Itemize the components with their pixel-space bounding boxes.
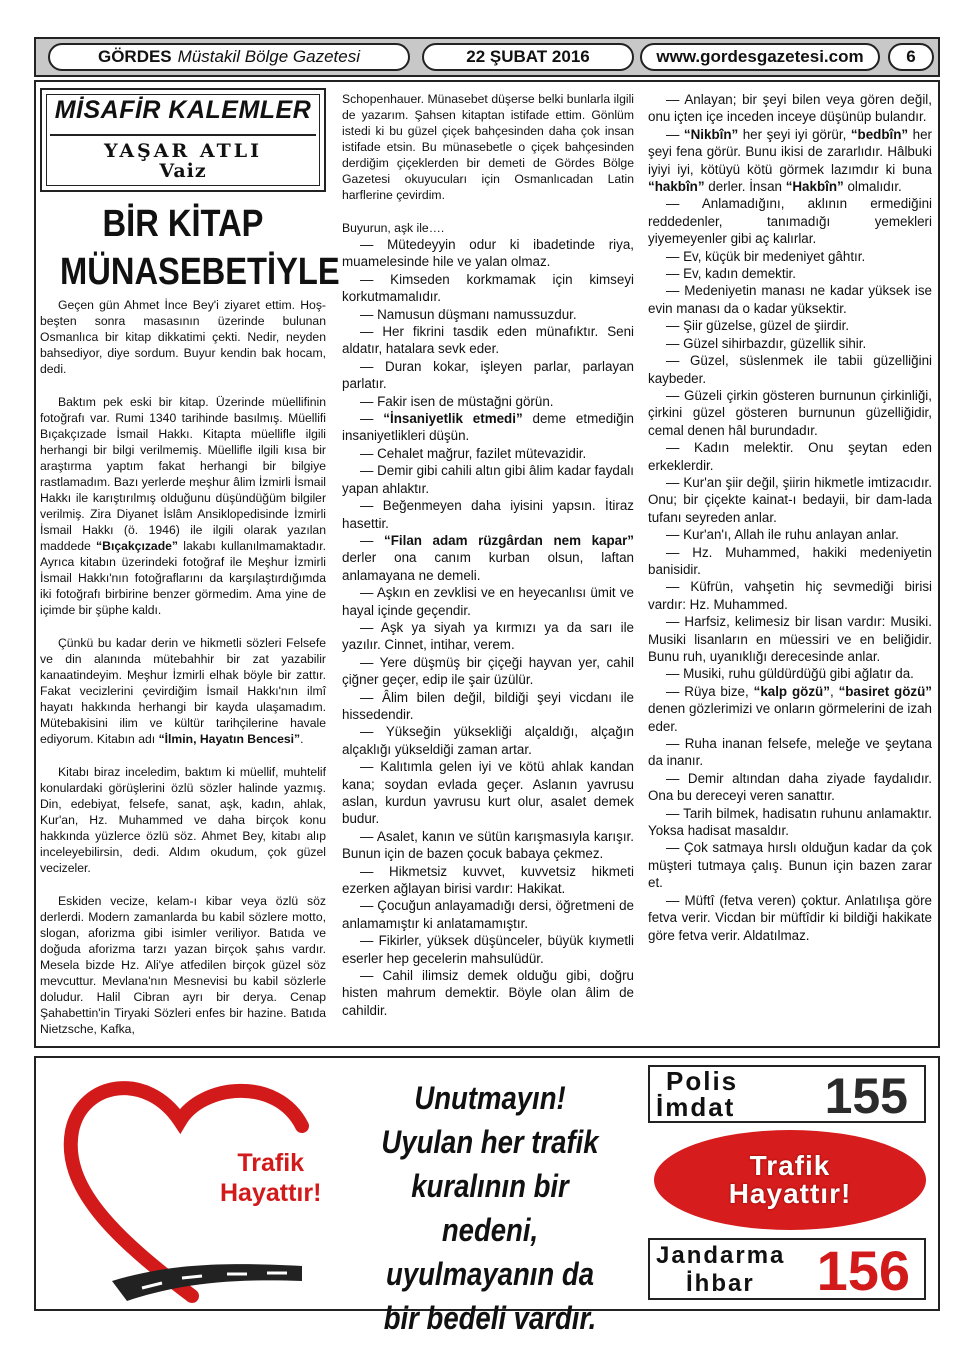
paragraph: Geçen gün Ahmet İnce Bey'i ziyaret ettim. Hoş-beşten sonra masasının üzerinde bulunan Osmanlıca bir kitap dikkatimi çekti. Nedir, neyden bahsediyor, diye sordum. Buyur kendin bak hocam, dedi. xyxy=(40,298,326,376)
author-role: Vaiz xyxy=(159,160,207,182)
issue-date: 22 ŞUBAT 2016 xyxy=(466,47,590,66)
quote: — Fakir isen de müstağni görün. xyxy=(360,393,554,409)
traffic-oval-badge xyxy=(654,1130,926,1230)
paper-name: GÖRDES xyxy=(97,47,172,66)
quote: — Şiir güzelse, güzel de şiirdir. xyxy=(666,318,850,334)
masthead-bar xyxy=(34,37,940,77)
article-title xyxy=(60,200,340,296)
quote: — Yükseğin yüksekliği alçaldığı, alçağın alçaklığı yükseldiği zaman artar. xyxy=(342,724,634,757)
gendarmerie-sublabel: İhbar xyxy=(686,1270,755,1297)
paragraph: Buyurun, aşk ile…. xyxy=(342,221,445,235)
quote: — Güzeli çirkin gösteren burnunun çirkinliği, çirkini güzel gösteren burnunun güzelliğidir, cemal denen hâl burundadır. xyxy=(648,387,932,438)
gendarmerie-number: 156 xyxy=(816,1239,910,1302)
quote: — Cehalet mağrur, fazilet mütevazidir. xyxy=(360,445,587,461)
quote: — Tarih bilmek, hadisatın ruhunu anlamaktır. Yoksa hadisat masaldır. xyxy=(648,805,932,839)
ad-slogan xyxy=(361,1076,619,1340)
slogan-line: kuralının bir nedeni, xyxy=(411,1168,569,1248)
quote: — Hikmetsiz kuvvet, kuvvetsiz hikmeti ezerken ağlayan birisi vardır: Hakikat. xyxy=(342,863,634,897)
gendarmerie-hotline-box xyxy=(648,1238,926,1300)
quote: — “İnsaniyetlik etmedi” deme etmediğin insaniyetlikleri düşün. xyxy=(342,411,634,444)
police-sublabel: İmdat xyxy=(656,1092,736,1122)
quote: — Musiki, ruhu güldürdüğü gibi ağlatır da. xyxy=(666,666,914,682)
quote: — Yere düşmüş bir çiçeği hayvan yer, cahil çiğner geçer, edip ile şair üzülür. xyxy=(342,654,634,688)
police-number: 155 xyxy=(824,1068,908,1124)
quote: — Ruha inanan felsefe, meleğe ve şeytana da inanır. xyxy=(648,736,932,769)
quote: — Cahil ilimsiz demek olduğu gibi, doğru histen mahrum demektir. Böyle olan âlim de cahildir. xyxy=(342,968,634,1018)
gendarmerie-label: Jandarma xyxy=(656,1242,786,1269)
traffic-heart-graphic xyxy=(52,1066,334,1306)
quote: — Kur'an'ı, Allah ile ruhu anlayan anlar. xyxy=(666,527,899,543)
quote: — Güzel, süslenmek ile tabii güzelliğini kaybeder. xyxy=(648,353,932,386)
quote: — Kimseden korkmamak için kimseyi korkutmamalıdır. xyxy=(342,271,634,305)
page-number-pill xyxy=(888,43,934,71)
website-pill[interactable] xyxy=(640,43,880,71)
guest-column-box xyxy=(40,88,326,192)
slogan-line: Unutmayın! xyxy=(414,1080,566,1116)
quote: — Harfsiz, kelimesiz bir lisan vardır: Musiki. Musiki lisanların en müessiri ve en beliğidir. Bunu ruh, uyanıklığı derecesinde anlar. xyxy=(648,614,932,664)
paragraph: Çünkü bu kadar derin ve hikmetli sözleri Felsefe ve din alanında mütebahhir bir zat yazabilir kanaatindeyim. Meşhur İzmirli elhak böyle bir zattır. Fakat vecizlerini çevirdiğim İsmail Hakkı'nın ilmî hayatı hakkında herhangi bir kayda ulaşamadım. Mütebakisini ilim ve kültür tarihçilerine havale ediyorum. Kitabın adı “İlmin, Hayatın Bencesi”. xyxy=(40,636,326,746)
oval-text-line: Trafik xyxy=(749,1150,831,1181)
quote: — Müftî (fetva veren) çoktur. Anlatılışa göre fetva verir. Vicdan bir müftîdir ki bildiği hakikate göre fetva verir. Aldatılmaz. xyxy=(648,892,932,943)
oval-text-line: Hayattır! xyxy=(728,1178,852,1209)
quote: — Her fikrini tasdik eden münafıktır. Seni aldatır, hatalara sevk eder. xyxy=(342,324,634,357)
article-column-1 xyxy=(40,297,326,1037)
quote: — Medeniyetin manası ne kadar yüksek ise evin manası da o kadar yüksektir. xyxy=(648,283,932,316)
article-title-line2: MÜNASEBETİYLE xyxy=(60,251,340,293)
section-title: MİSAFİR KALEMLER xyxy=(54,96,312,124)
date-pill xyxy=(422,43,634,71)
quote: — Demir altından daha ziyade faydalıdır. Ona bu dereceyi veren sanattır. xyxy=(648,770,932,804)
quote: — Çok satmaya hırslı olduğun kadar da çok müşteri tutmaya çalış. Bunun için bazen zarar et. xyxy=(648,840,932,891)
article-column-2 xyxy=(342,91,634,1019)
author-name: YAŞAR ATLI xyxy=(103,140,263,162)
quote: — Demir gibi cahili altın gibi âlim kadar faydalı yapan ahlaktır. xyxy=(342,463,634,496)
quote: — Kur'an şiir değil, şiirin hikmetle imtizacıdır. Onu; bir çiçekte kainat-ı bedayii, bir dam-lada tufanı seyreden anlar. xyxy=(648,474,932,525)
slogan-line: Uyulan her trafik xyxy=(381,1124,599,1160)
quote: — “Nikbîn” her şeyi iyi görür, “bedbîn” her şeyi fena görür. Bunu ikisi de zararlıdır. Hâlbuki iyiyi iyi, kötüyü kötü görmek lazımdır ki buna “hakbîn” derler. İnsan “Hakbîn” olmalıdır. xyxy=(648,126,932,195)
quote: — Duran kokar, işleyen parlar, parlayan parlatır. xyxy=(342,358,634,392)
quote: — Aşk ya siyah ya kırmızı ya da sarı ile yazılır. Cinnet, intihar, verem. xyxy=(342,619,634,653)
quote: — Âlim bilen değil, bildiği şeyi vicdanı ile hissedendir. xyxy=(342,689,634,722)
quote: — Hz. Muhammed, hakiki medeniyetin banisidir. xyxy=(648,544,932,577)
paragraph: Kitabı biraz inceledim, baktım ki müellif, muhtelif konulardaki görüşlerini özlü sözler halinde yazmış. Din, edebiyat, felsefe, sanat, aşk, kadın, ahlak, Kur'an, Hz. Muhammed ve daha birçok konu hakkında yüzlerce özlü söz. Ahmet Bey, kitabı alıp inceleyebilirsin, dedi. Aldım okudum, çok güzel vecizeler. xyxy=(40,765,326,875)
police-label: Polis xyxy=(666,1066,739,1096)
quote: — Rüya bize, “kalp gözü”, “basiret gözü” denen gözlerimizi ve onların görmelerini de izah eder. xyxy=(648,683,932,734)
quote: — Namusun düşmanı namussuzdur. xyxy=(360,306,577,322)
quote: — Güzel sihirbazdır, güzellik sihir. xyxy=(666,335,867,351)
quote: — Fikirler, yüksek düşünceler, büyük kıymetli eserler hep gecelerin mahsulüdür. xyxy=(342,933,634,966)
paragraph: Eskiden vecize, kelam-ı kibar veya özlü söz derlerdi. Modern zamanlarda bu kabil sözlere motto, slogan, aforizma gibi isimler veriliyor. Batıda ve doğuda aforizma tarzı yazan birçok şahıs vardır. Mesela bizde Hz. Ali'ye atfedilen birçok güzel söz mevcuttur. Mevlana'nın Mesnevisi bu kabil sözlerle doludur. Halil Cibran ayrı bir derya. Cenap Şahabettin'in Tiryaki Sözleri enfes bir hazine. Batıda Nietzsche, Kafka, xyxy=(40,894,326,1036)
paper-name-pill xyxy=(48,43,410,71)
article-column-3 xyxy=(648,91,932,944)
divider xyxy=(50,134,316,136)
quote: — Asalet, kanın ve sütün karışmasıyla karışır. Bunun için de bazen çocuk babaya çekmez. xyxy=(342,828,634,862)
quote: — “Filan adam rüzgârdan nem kapar” derler ona canım kurban olsun, laftan anlamayana ne demeli. xyxy=(342,532,634,583)
quote: — Anlamadığını, aklının ermediğini reddedenler, tanımadığı yemekleri yiyemeyenler gibi aç kalırlar. xyxy=(648,196,932,247)
quote: — Küfrün, vahşetin hiç sevmediği birisi vardır: Hz. Muhammed. xyxy=(648,579,932,612)
quote: — Ev, kadın demektir. xyxy=(666,266,796,282)
article-title-line1: BİR KİTAP xyxy=(102,203,264,245)
quote: — Kadın melektir. Onu şeytan eden erkeklerdir. xyxy=(648,440,932,473)
quote: — Çocuğun anlayamadığı dersi, öğretmeni de anlamamıştır ki anlatamamıştır. xyxy=(342,898,634,931)
quote: — Ev, küçük bir medeniyet gâhtır. xyxy=(666,248,866,264)
quote: — Mütedeyyin odur ki ibadetinde riya, muamelesinde hile ve yalan olmaz. xyxy=(342,237,634,270)
heart-caption-line: Trafik xyxy=(237,1149,305,1177)
slogan-line: uyulmayanın da xyxy=(386,1256,594,1292)
paper-subtitle: Müstakil Bölge Gazetesi xyxy=(177,47,361,66)
slogan-line: bir bedeli vardır. xyxy=(383,1300,597,1336)
police-hotline-box xyxy=(648,1065,926,1123)
heart-caption-line: Hayattır! xyxy=(220,1179,322,1207)
quote: — Anlayan; bir şeyi bilen veya gören değil, onu içten içe inceden inceye düşünüp bulandır. xyxy=(648,92,932,125)
page-number: 6 xyxy=(906,47,916,66)
paragraph: Baktım pek eski bir kitap. Üzerinde müellifinin fotoğrafı var. Rumi 1340 tarihinde basılmış. Müellifi Bıçakçızade İsmail Hakkı. Kitapta müellifle ilgili herhangi bir bilgi verilmemiş. Müellifle ilgili kısa bir araştırma yaptım fakat herhangi bir bilgiye rastlamadım. Bazı yerlerde meşhur âlim İzmirli İsmail Hakkı ile karıştırılmış olduğunu düşündüğüm bilgiler verilmiş. Zira Diyanet İslâm Ansiklopedisinde İzmirli İsmail Hakkı (ö. 1946) ile ilgili olarak yazılan maddede “Bıçakçızade” lakabı kullanılmamaktadır. Ayrıca kitabın üzerindeki fotoğraf ile Meşhur İzmirli İsmail Hakkı'nın fotoğraflarını da karşılaştırdığımda iki fotoğrafı birbirine benzer görmedim. Ama yine de içimde bir şüphe kaldı. xyxy=(40,395,326,617)
quote: — Kalıtımla gelen iyi ve kötü ahlak kandan kana; soydan evlada geçer. Aslanın yavrusu aslan, kurdun yavrusu kurt olur, asalet demek budur. xyxy=(342,759,634,827)
website-link[interactable]: www.gordesgazetesi.com xyxy=(656,47,864,66)
heart-caption xyxy=(220,1148,321,1208)
quote: — Beğenmeyen daha iyisini yapsın. İtiraz hasettir. xyxy=(342,498,634,531)
quote: — Aşkın en zevklisi ve en heyecanlısı ümit ve hayal içinde geçendir. xyxy=(342,585,634,618)
paragraph: Schopenhauer. Münasebet düşerse belki bunlarla ilgili de yazarım. Şahsen kitaptan istifade ettim. Gönlüm istedi ki bu güzel çiçek bahçesinden daha çok insan istifade etsin. Bu münasebetle o çiçek bahçesinden derdiğim çiçeklerden bir demeti de Gördes Bölge Gazetesi okuyucuları için Osmanlıcadan Latin harflerine çevirdim. xyxy=(342,92,634,202)
